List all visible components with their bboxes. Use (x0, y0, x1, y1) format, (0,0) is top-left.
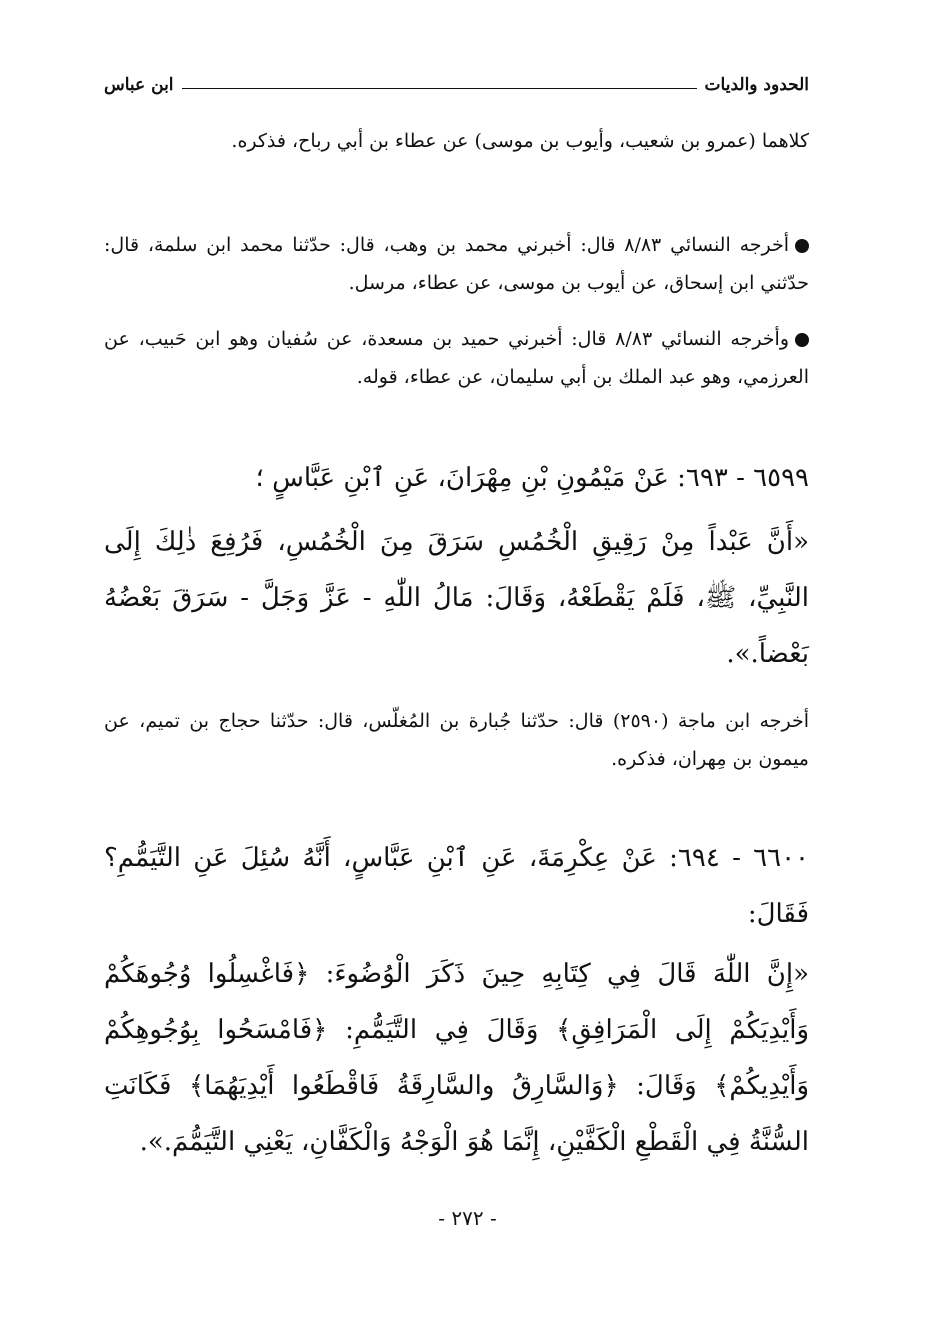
section-title: ابن عباس (104, 75, 174, 95)
bullet-icon (795, 239, 809, 253)
takhrij-text: وأخرجه النسائي ٨/٨٣ قال: أخبرني حميد بن مسعدة، عن سُفيان وهو ابن حَبيب، عن العرزمي، وهو عبد الملك بن أبي سليمان، عن عطاء، قوله. (104, 328, 809, 388)
takhrij-paragraph: أخرجه ابن ماجة (٢٥٩٠) قال: حدّثنا جُبارة بن المُغلّس، قال: حدّثنا حجاج بن تميم، عن ميمون بن مِهران، فذكره. (104, 710, 809, 770)
chapter-title: الحدود والديات (704, 75, 809, 95)
bullet-icon (795, 333, 809, 347)
narration-continuation: كلاهما (عمرو بن شعيب، وأيوب بن موسى) عن عطاء بن أبي رباح، فذكره. (231, 130, 809, 152)
hadith-text: «أَنَّ عَبْداً مِنْ رَقِيقِ الْخُمُسِ سَرَقَ مِنَ الْخُمُسِ، فَرُفِعَ ذٰلِكَ إِلَى النَّبِيِّ، ﷺ، فَلَمْ يَقْطَعْهُ، وَقَالَ: مَالُ اللّٰهِ - عَزَّ وَجَلَّ - سَرَقَ بَعْضُهُ بَعْضاً.». (104, 527, 809, 669)
hadith-heading: ٦٦٠٠ - ٦٩٤: عَنْ عِكْرِمَةَ، عَنِ ٱبْنِ عَبَّاسٍ، أَنَّهُ سُئِلَ عَنِ التَّيَمُّمِ؟ فَقَالَ: (104, 843, 809, 929)
takhrij-paragraph (104, 226, 809, 302)
hadith-heading: ٦٥٩٩ - ٦٩٣: عَنْ مَيْمُونِ بْنِ مِهْرَانَ، عَنِ ٱبْنِ عَبَّاسٍ ؛ (255, 463, 809, 493)
header-rule (182, 88, 697, 89)
hadith-text: «إِنَّ اللّٰهَ قَالَ فِي كِتَابِهِ حِينَ ذَكَرَ الْوُضُوءَ: ﴿فَاغْسِلُوا وُجُوهَكُمْ وَأَيْدِيَكُمْ إِلَى الْمَرَافِقِ﴾ وَقَالَ فِي التَّيَمُّمِ: ﴿فَامْسَحُوا بِوُجُوهِكُمْ وَأَيْدِيكُمْ﴾ وَقَالَ: ﴿وَالسَّارِقُ والسَّارِقَةُ فَاقْطَعُوا أَيْدِيَهُمَا﴾ فَكَانَتِ السُّنَّةُ فِي الْقَطْعِ الْكَفَّيْنِ، إِنَّمَا هُوَ الْوَجْهُ وَالْكَفَّانِ، يَعْنِي التَّيَمُّمَ.». (104, 959, 809, 1157)
takhrij-text: أخرجه النسائي ٨/٨٣ قال: أخبرني محمد بن وهب، قال: حدّثنا محمد ابن سلمة، قال: حدّثني ابن إسحاق، عن أيوب بن موسى، عن عطاء، مرسل. (104, 234, 809, 294)
running-header (104, 68, 809, 102)
page-number: - ٢٧٢ - (438, 1206, 497, 1230)
takhrij-paragraph (104, 320, 809, 396)
